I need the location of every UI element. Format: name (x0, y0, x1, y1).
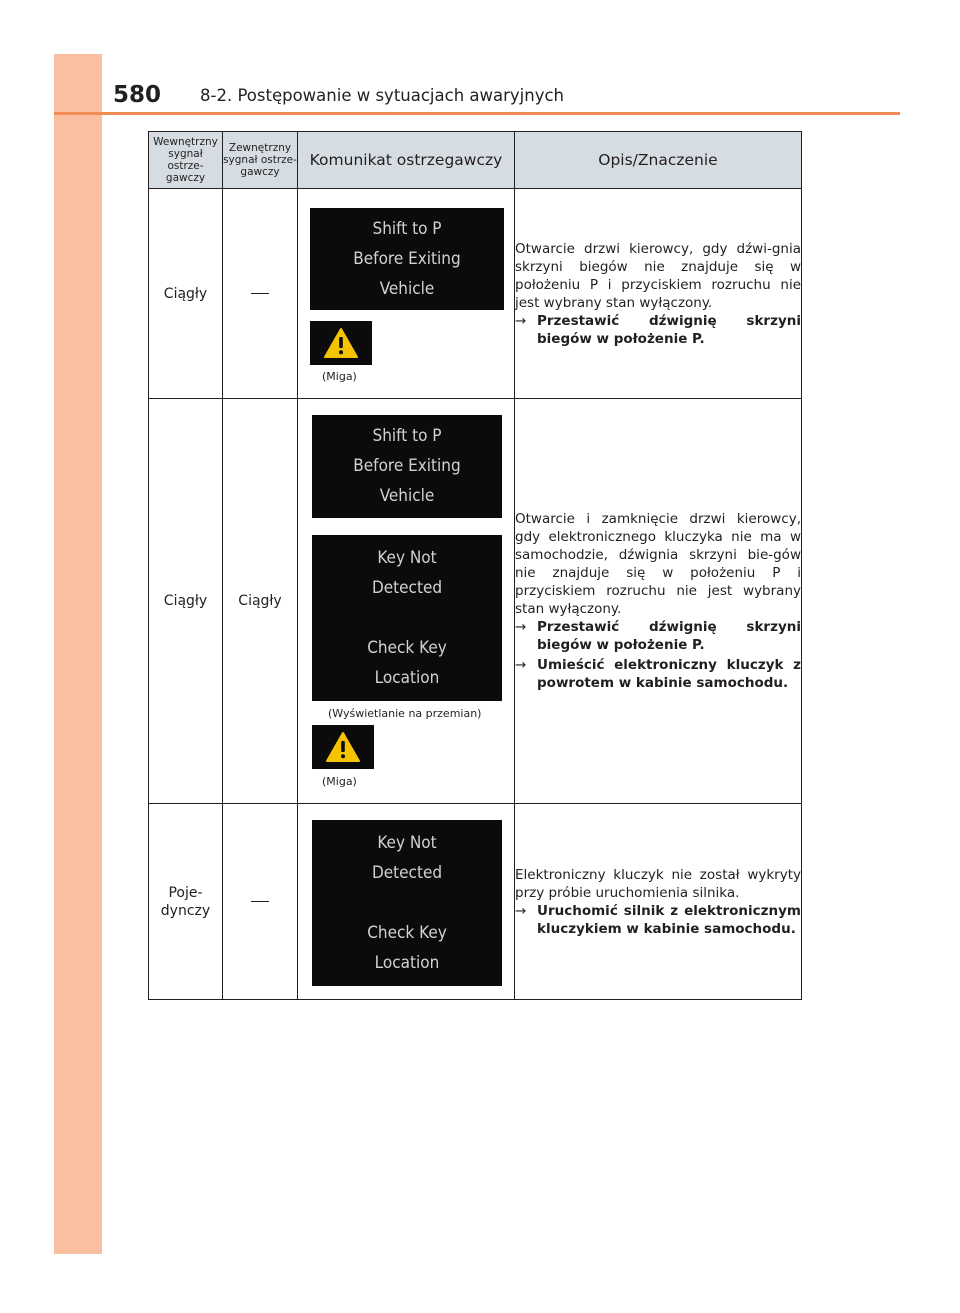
display-line: Before Exiting (353, 456, 461, 476)
header-rule (54, 112, 900, 115)
display-line: Location (374, 953, 440, 973)
dash (251, 901, 269, 902)
display-line: Location (374, 668, 440, 688)
display-shift-to-p (310, 208, 504, 310)
action-text: Przestawić dźwignię skrzyni biegów w położenie P. (537, 312, 801, 347)
blink-caption: (Miga) (322, 370, 357, 383)
warning-triangle-icon (325, 731, 361, 763)
display-key-not-detected (312, 820, 502, 986)
internal-signal-cell: Ciągły (149, 399, 223, 804)
table-header-row (149, 132, 802, 189)
header-internal-signal: Wewnętrzny sygnał ostrze-gawczy (149, 132, 223, 189)
description-text: Elektroniczny kluczyk nie został wykryty przy próbie uruchomienia silnika. (515, 866, 801, 901)
display-line: Detected (371, 863, 443, 883)
header-description: Opis/Znaczenie (515, 132, 802, 189)
description-cell (515, 804, 802, 1000)
message-cell (298, 804, 515, 1000)
side-tab (54, 54, 102, 1254)
display-shift-to-p (312, 415, 502, 518)
action-item (515, 902, 801, 938)
warning-light (310, 321, 372, 365)
display-line: Check Key (367, 638, 447, 658)
dash (251, 293, 269, 294)
display-line: Before Exiting (353, 249, 461, 269)
arrow-icon: → (515, 902, 527, 919)
display-line: Detected (371, 578, 443, 598)
header-warning-message: Komunikat ostrzegawczy (298, 132, 515, 189)
action-text: Uruchomić silnik z elektronicznym kluczykiem w kabinie samochodu. (537, 902, 801, 937)
internal-signal-cell: Poje-dynczy (149, 804, 223, 1000)
warning-light (312, 725, 374, 769)
action-item (515, 618, 801, 654)
description-cell (515, 189, 802, 399)
display-line: Check Key (367, 923, 447, 943)
section-title: 8-2. Postępowanie w sytuacjach awaryjnych (200, 86, 565, 105)
table-row (149, 804, 802, 1000)
page-number: 580 (113, 82, 162, 108)
arrow-icon: → (515, 657, 527, 673)
internal-signal-cell: Ciągły (149, 189, 223, 399)
action-item (515, 656, 801, 692)
display-line: Vehicle (379, 486, 435, 506)
arrow-icon: → (515, 619, 527, 635)
display-line: Key Not (377, 548, 437, 568)
action-text: Przestawić dźwignię skrzyni biegów w położenie P. (537, 619, 801, 653)
display-line: Vehicle (379, 279, 435, 299)
message-cell (298, 189, 515, 399)
action-item (515, 312, 801, 348)
message-cell (298, 399, 515, 804)
blink-caption: (Miga) (322, 775, 357, 788)
header-external-signal: Zewnętrzny sygnał ostrze-gawczy (223, 132, 298, 189)
table-row (149, 189, 802, 399)
description-text: Otwarcie i zamknięcie drzwi kierowcy, gdy elektronicznego kluczyka nie ma w samochodzie, dźwignia skrzyni bie-gów nie znajduje się w położeniu P i przyciskiem rozruchu nie jest wybrany stan wyłączony. (515, 511, 801, 617)
external-signal-cell (223, 804, 298, 1000)
display-line: Shift to P (372, 219, 442, 239)
warning-table (148, 131, 802, 1000)
table-row (149, 399, 802, 804)
alternating-caption: (Wyświetlanie na przemian) (328, 707, 482, 720)
description-text: Otwarcie drzwi kierowcy, gdy dźwi-gnia skrzyni biegów nie znajduje się w położeniu P i przyciskiem rozruchu nie jest wybrany stan wyłączony. (515, 240, 801, 311)
display-key-not-detected (312, 535, 502, 701)
external-signal-cell: Ciągły (223, 399, 298, 804)
description-cell (515, 399, 802, 804)
warning-triangle-icon (323, 327, 359, 359)
display-line: Key Not (377, 833, 437, 853)
arrow-icon: → (515, 312, 527, 329)
display-line: Shift to P (372, 426, 442, 446)
action-text: Umieścić elektroniczny kluczyk z powrotem w kabinie samochodu. (537, 657, 801, 691)
external-signal-cell (223, 189, 298, 399)
